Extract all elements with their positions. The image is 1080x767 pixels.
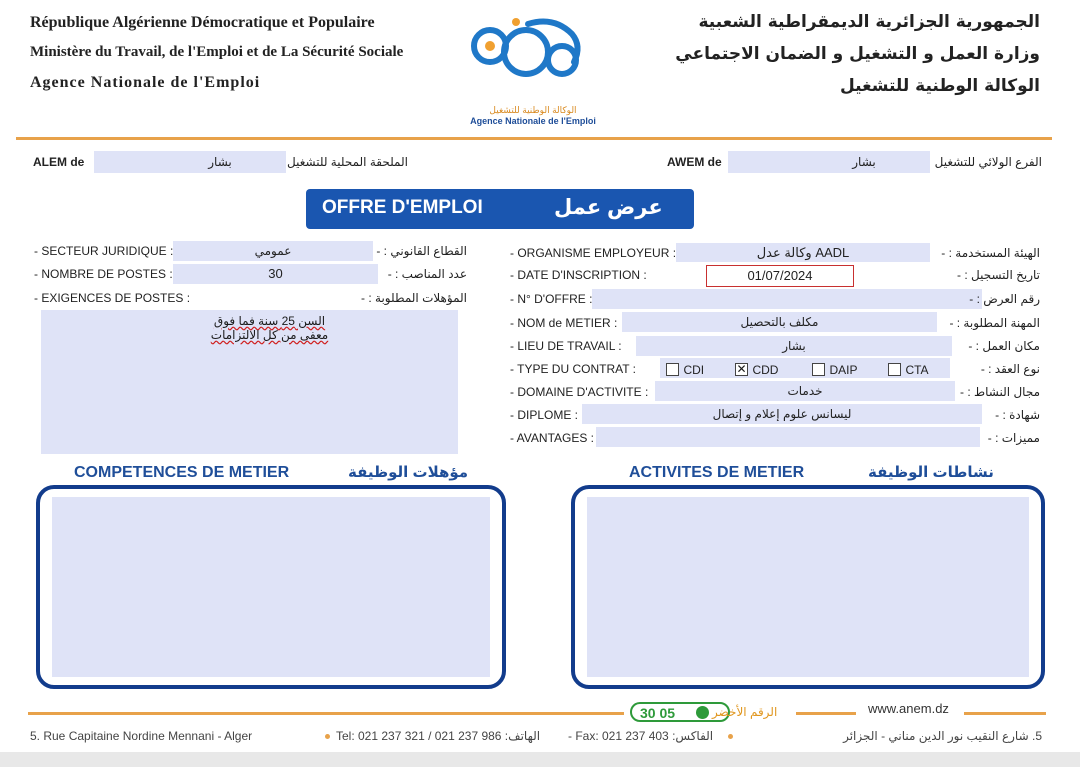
avantages-field[interactable] bbox=[596, 427, 980, 447]
banner-ar: عرض عمل bbox=[554, 196, 663, 219]
cta-checkbox-box[interactable] bbox=[888, 363, 901, 376]
contrat-ar-label: نوع العقد : - bbox=[980, 362, 1040, 376]
avantages-label: - AVANTAGES : bbox=[510, 431, 595, 445]
footer-address-fr: 5. Rue Capitaine Nordine Mennani - Alger bbox=[30, 729, 253, 743]
footer-dot-2 bbox=[728, 734, 733, 739]
diplome-label: - DIPLOME : bbox=[510, 408, 579, 422]
lieu-ar-label: مكان العمل : - bbox=[968, 339, 1040, 353]
diplome-field[interactable] bbox=[582, 404, 982, 424]
date-label: - DATE D'INSCRIPTION : bbox=[510, 268, 647, 282]
domaine-ar-label: مجال النشاط : - bbox=[960, 385, 1040, 399]
competences-ar-title: مؤهلات الوظيفة bbox=[348, 464, 469, 481]
header-ar-line2: وزارة العمل و التشغيل و الضمان الاجتماعي bbox=[675, 44, 1040, 64]
cdi-label: CDI bbox=[683, 362, 705, 377]
anem-logo bbox=[468, 10, 598, 128]
phone-icon bbox=[696, 706, 709, 719]
date-ar-label: تاريخ التسجيل : - bbox=[957, 268, 1040, 282]
footer-dot-1 bbox=[325, 734, 330, 739]
domaine-field[interactable] bbox=[655, 381, 955, 401]
metier-label: - NOM de METIER : bbox=[510, 316, 618, 330]
awem-ar-label: الفرع الولائي للتشغيل bbox=[934, 155, 1042, 169]
lieu-value: بشار bbox=[782, 339, 806, 353]
metier-value: مكلف بالتحصيل bbox=[740, 315, 819, 329]
logo-ar-text: الوكالة الوطنية للتشغيل bbox=[489, 105, 577, 115]
cdd-label: CDD bbox=[752, 362, 779, 377]
green-number: 30 05 bbox=[640, 705, 676, 721]
lieu-label: - LIEU DE TRAVAIL : bbox=[510, 339, 622, 353]
competences-panel bbox=[36, 485, 506, 689]
cta-label: CTA bbox=[905, 362, 929, 377]
footer-address-ar: 5. شارع النقيب نور الدين مناني - الجزائر bbox=[843, 729, 1042, 743]
exigences-label: - EXIGENCES DE POSTES : bbox=[34, 291, 191, 305]
anem-logo-icon bbox=[468, 10, 598, 100]
activites-ar-title: نشاطات الوظيفة bbox=[868, 464, 994, 481]
postes-value: 30 bbox=[268, 266, 283, 281]
metier-ar-label: المهنة المطلوبة : - bbox=[949, 316, 1040, 330]
domaine-label: - DOMAINE D'ACTIVITE : bbox=[510, 385, 649, 399]
date-value: 01/07/2024 bbox=[747, 268, 813, 283]
metier-field[interactable] bbox=[622, 312, 937, 332]
organisme-field[interactable] bbox=[676, 243, 930, 262]
contrat-cdi-checkbox[interactable] bbox=[666, 361, 704, 379]
contrat-cta-checkbox[interactable] bbox=[888, 361, 929, 379]
secteur-field[interactable] bbox=[173, 241, 373, 261]
organisme-label: - ORGANISME EMPLOYEUR : bbox=[510, 246, 677, 260]
header-ar-line3: الوكالة الوطنية للتشغيل bbox=[839, 76, 1040, 96]
banner-fr: OFFRE D'EMPLOI bbox=[322, 197, 483, 218]
competences-title: COMPETENCES DE METIER bbox=[74, 464, 290, 481]
header-ar-line1: الجمهورية الجزائرية الديمقراطية الشعبية bbox=[698, 12, 1040, 32]
organisme-value: وكالة عدل AADL bbox=[756, 245, 850, 260]
footer-divider-left bbox=[28, 712, 624, 715]
offre-field[interactable] bbox=[592, 289, 982, 309]
postes-field[interactable] bbox=[173, 264, 378, 284]
offre-ar-label: رقم العرض : - bbox=[969, 292, 1040, 306]
footer-divider-mid bbox=[796, 712, 856, 715]
alem-field[interactable] bbox=[94, 151, 286, 173]
domaine-value: خدمات bbox=[787, 384, 823, 398]
exigences-ar-label: المؤهلات المطلوبة : - bbox=[361, 291, 467, 305]
exigences-field[interactable] bbox=[41, 310, 458, 454]
contrat-daip-checkbox[interactable] bbox=[812, 361, 857, 379]
postes-label: - NOMBRE DE POSTES : bbox=[34, 267, 173, 281]
header-fr-line1: République Algérienne Démocratique et Populaire bbox=[30, 14, 375, 31]
awem-field[interactable] bbox=[728, 151, 930, 173]
cdi-checkbox-box[interactable] bbox=[666, 363, 679, 376]
alem-label: ALEM de bbox=[33, 155, 85, 169]
contrat-cdd-checkbox[interactable] bbox=[735, 361, 778, 379]
awem-value: بشار bbox=[852, 155, 876, 169]
secteur-ar-label: القطاع القانوني : - bbox=[376, 244, 467, 258]
footer-divider-right bbox=[964, 712, 1046, 715]
contrat-label: - TYPE DU CONTRAT : bbox=[510, 362, 637, 376]
avantages-ar-label: مميزات : - bbox=[987, 431, 1040, 445]
footer-tel: Tel: 021 237 321 / 021 237 986 :الهاتف bbox=[336, 729, 541, 743]
bottom-strip bbox=[0, 752, 1080, 767]
exigences-line1: السن 25 سنة فما فوق bbox=[213, 314, 326, 328]
header-fr-line3: Agence Nationale de l'Emploi bbox=[30, 74, 261, 91]
offre-banner bbox=[306, 189, 694, 229]
footer-fax: - Fax: 021 237 403 :الفاكس bbox=[568, 729, 714, 743]
lieu-field[interactable] bbox=[636, 336, 952, 356]
date-field[interactable] bbox=[706, 265, 854, 287]
diplome-ar-label: شهادة : - bbox=[995, 408, 1040, 422]
activites-field[interactable] bbox=[587, 497, 1029, 677]
alem-ar-label: الملحقة المحلية للتشغيل bbox=[287, 155, 408, 169]
awem-label: AWEM de bbox=[667, 155, 722, 169]
secteur-value: عمومي bbox=[254, 244, 292, 258]
exigences-line2: معفى من كل الالتزامات bbox=[210, 328, 329, 342]
diplome-value: ليسانس علوم إعلام و إتصال bbox=[712, 407, 852, 421]
postes-ar-label: عدد المناصب : - bbox=[387, 267, 467, 281]
organisme-ar-label: الهيئة المستخدمة : - bbox=[941, 246, 1040, 260]
cdd-checkbox-box[interactable]: ✕ bbox=[736, 362, 747, 377]
secteur-label: - SECTEUR JURIDIQUE : bbox=[34, 244, 174, 258]
daip-checkbox-box[interactable] bbox=[812, 363, 825, 376]
header-fr-line2: Ministère du Travail, de l'Emploi et de La Sécurité Sociale bbox=[30, 44, 404, 60]
alem-value: بشار bbox=[208, 155, 232, 169]
daip-label: DAIP bbox=[829, 362, 858, 377]
header-divider bbox=[16, 137, 1052, 140]
competences-field[interactable] bbox=[52, 497, 490, 677]
activites-title: ACTIVITES DE METIER bbox=[629, 464, 805, 481]
website-link[interactable]: www.anem.dz bbox=[868, 701, 949, 716]
logo-fr-text: Agence Nationale de l'Emploi bbox=[470, 116, 596, 126]
activites-panel bbox=[571, 485, 1045, 689]
green-number-label: الرقم الأخضر bbox=[712, 705, 778, 719]
offre-label: - N° D'OFFRE : bbox=[510, 292, 593, 306]
